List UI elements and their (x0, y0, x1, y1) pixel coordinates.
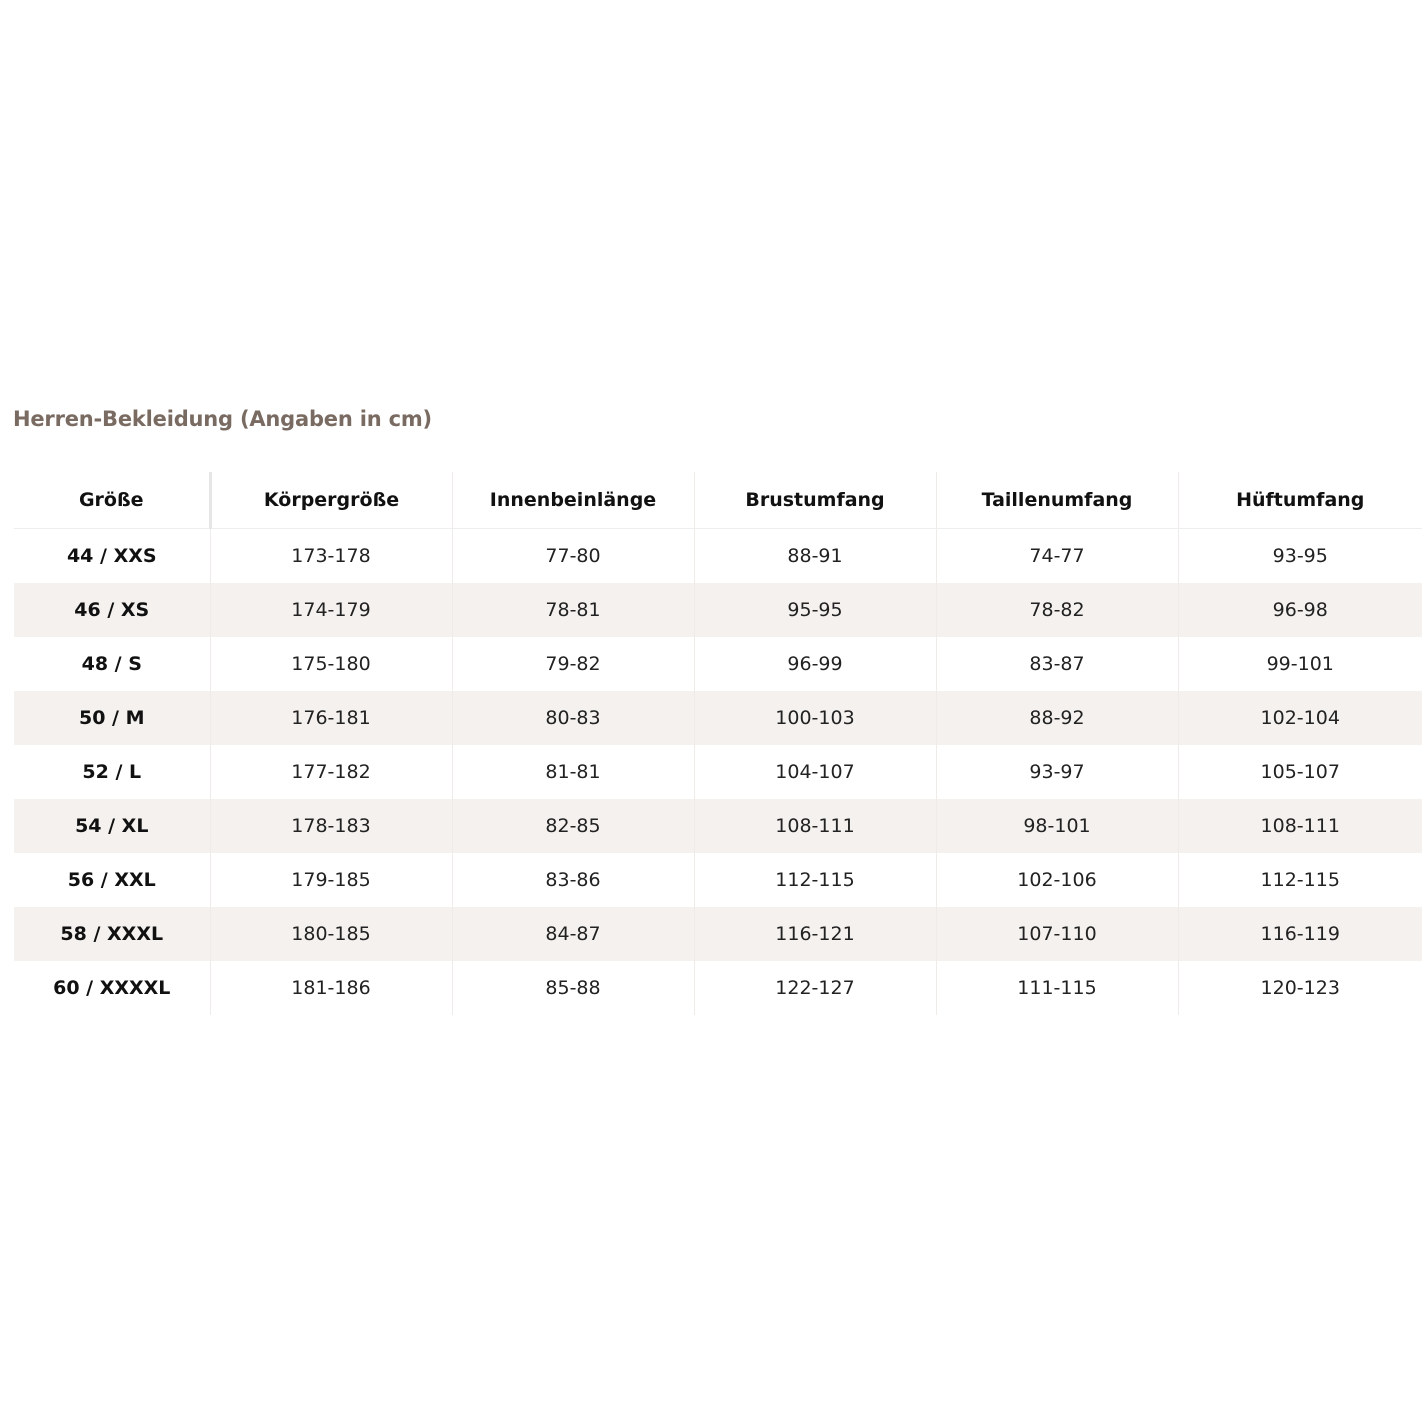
size-cell: 54 / XL (14, 799, 210, 853)
chest-cell: 104-107 (694, 745, 936, 799)
chest-cell: 100-103 (694, 691, 936, 745)
size-cell: 56 / XXL (67, 869, 156, 891)
body-height-cell: 174-179 (210, 583, 452, 637)
chest-cell: 112-115 (694, 853, 936, 907)
hip-cell: 108-111 (1178, 799, 1422, 853)
size-cell: 48 / S (81, 653, 142, 675)
hip-cell: 96-98 (1178, 583, 1422, 637)
column-header-inseam: Innenbeinlänge (452, 472, 694, 529)
hip-cell: 93-95 (1178, 529, 1422, 584)
waist-cell: 83-87 (936, 637, 1178, 691)
column-header-chest: Brustumfang (694, 472, 936, 529)
chest-cell: 88-91 (694, 529, 936, 584)
waist-cell: 102-106 (936, 853, 1178, 907)
waist-cell: 98-101 (936, 799, 1178, 853)
size-cell: 52 / L (82, 761, 142, 783)
waist-cell: 88-92 (936, 691, 1178, 745)
table-row (14, 691, 1422, 745)
chest-cell: 108-111 (694, 799, 936, 853)
waist-cell: 93-97 (936, 745, 1178, 799)
size-cell: 46 / XS (14, 583, 210, 637)
page-title: Herren-Bekleidung (Angaben in cm) (13, 407, 432, 431)
chest-cell: 95-95 (694, 583, 936, 637)
hip-cell: 105-107 (1178, 745, 1422, 799)
body-height-cell: 173-178 (210, 529, 452, 584)
inseam-cell: 79-82 (452, 637, 694, 691)
body-height-cell: 178-183 (210, 799, 452, 853)
inseam-cell: 82-85 (452, 799, 694, 853)
table-row (14, 799, 1422, 853)
waist-cell: 74-77 (936, 529, 1178, 584)
inseam-cell: 80-83 (452, 691, 694, 745)
column-header-body-height: Körpergröße (210, 472, 452, 529)
inseam-cell: 85-88 (452, 961, 694, 1015)
inseam-cell: 77-80 (452, 529, 694, 584)
table-header-row (14, 472, 1422, 529)
body-height-cell: 177-182 (210, 745, 452, 799)
body-height-cell: 181-186 (210, 961, 452, 1015)
size-cell: 58 / XXXL (14, 907, 210, 961)
body-height-cell: 179-185 (210, 853, 452, 907)
table-row (14, 583, 1422, 637)
size-cell: 50 / M (14, 691, 210, 745)
body-height-cell: 175-180 (210, 637, 452, 691)
hip-cell: 112-115 (1178, 853, 1422, 907)
table-row (14, 529, 1422, 584)
inseam-cell: 83-86 (452, 853, 694, 907)
hip-cell: 116-119 (1178, 907, 1422, 961)
inseam-cell: 81-81 (452, 745, 694, 799)
column-header-waist: Taillenumfang (936, 472, 1178, 529)
body-height-cell: 176-181 (210, 691, 452, 745)
size-cell: 44 / XXS (66, 545, 157, 567)
column-header-hip: Hüftumfang (1178, 472, 1422, 529)
waist-cell: 111-115 (936, 961, 1178, 1015)
chest-cell: 122-127 (694, 961, 936, 1015)
waist-cell: 78-82 (936, 583, 1178, 637)
hip-cell: 99-101 (1178, 637, 1422, 691)
waist-cell: 107-110 (936, 907, 1178, 961)
inseam-cell: 84-87 (452, 907, 694, 961)
table-row (14, 853, 1422, 907)
hip-cell: 102-104 (1178, 691, 1422, 745)
table-row (14, 745, 1422, 799)
chest-cell: 116-121 (694, 907, 936, 961)
hip-cell: 120-123 (1178, 961, 1422, 1015)
inseam-cell: 78-81 (452, 583, 694, 637)
size-cell: 60 / XXXXL (53, 977, 171, 999)
column-header-size: Größe (14, 472, 210, 529)
table-row (14, 961, 1422, 1015)
size-table (14, 472, 1422, 1015)
table-row (14, 907, 1422, 961)
body-height-cell: 180-185 (210, 907, 452, 961)
table-row (14, 637, 1422, 691)
chest-cell: 96-99 (694, 637, 936, 691)
